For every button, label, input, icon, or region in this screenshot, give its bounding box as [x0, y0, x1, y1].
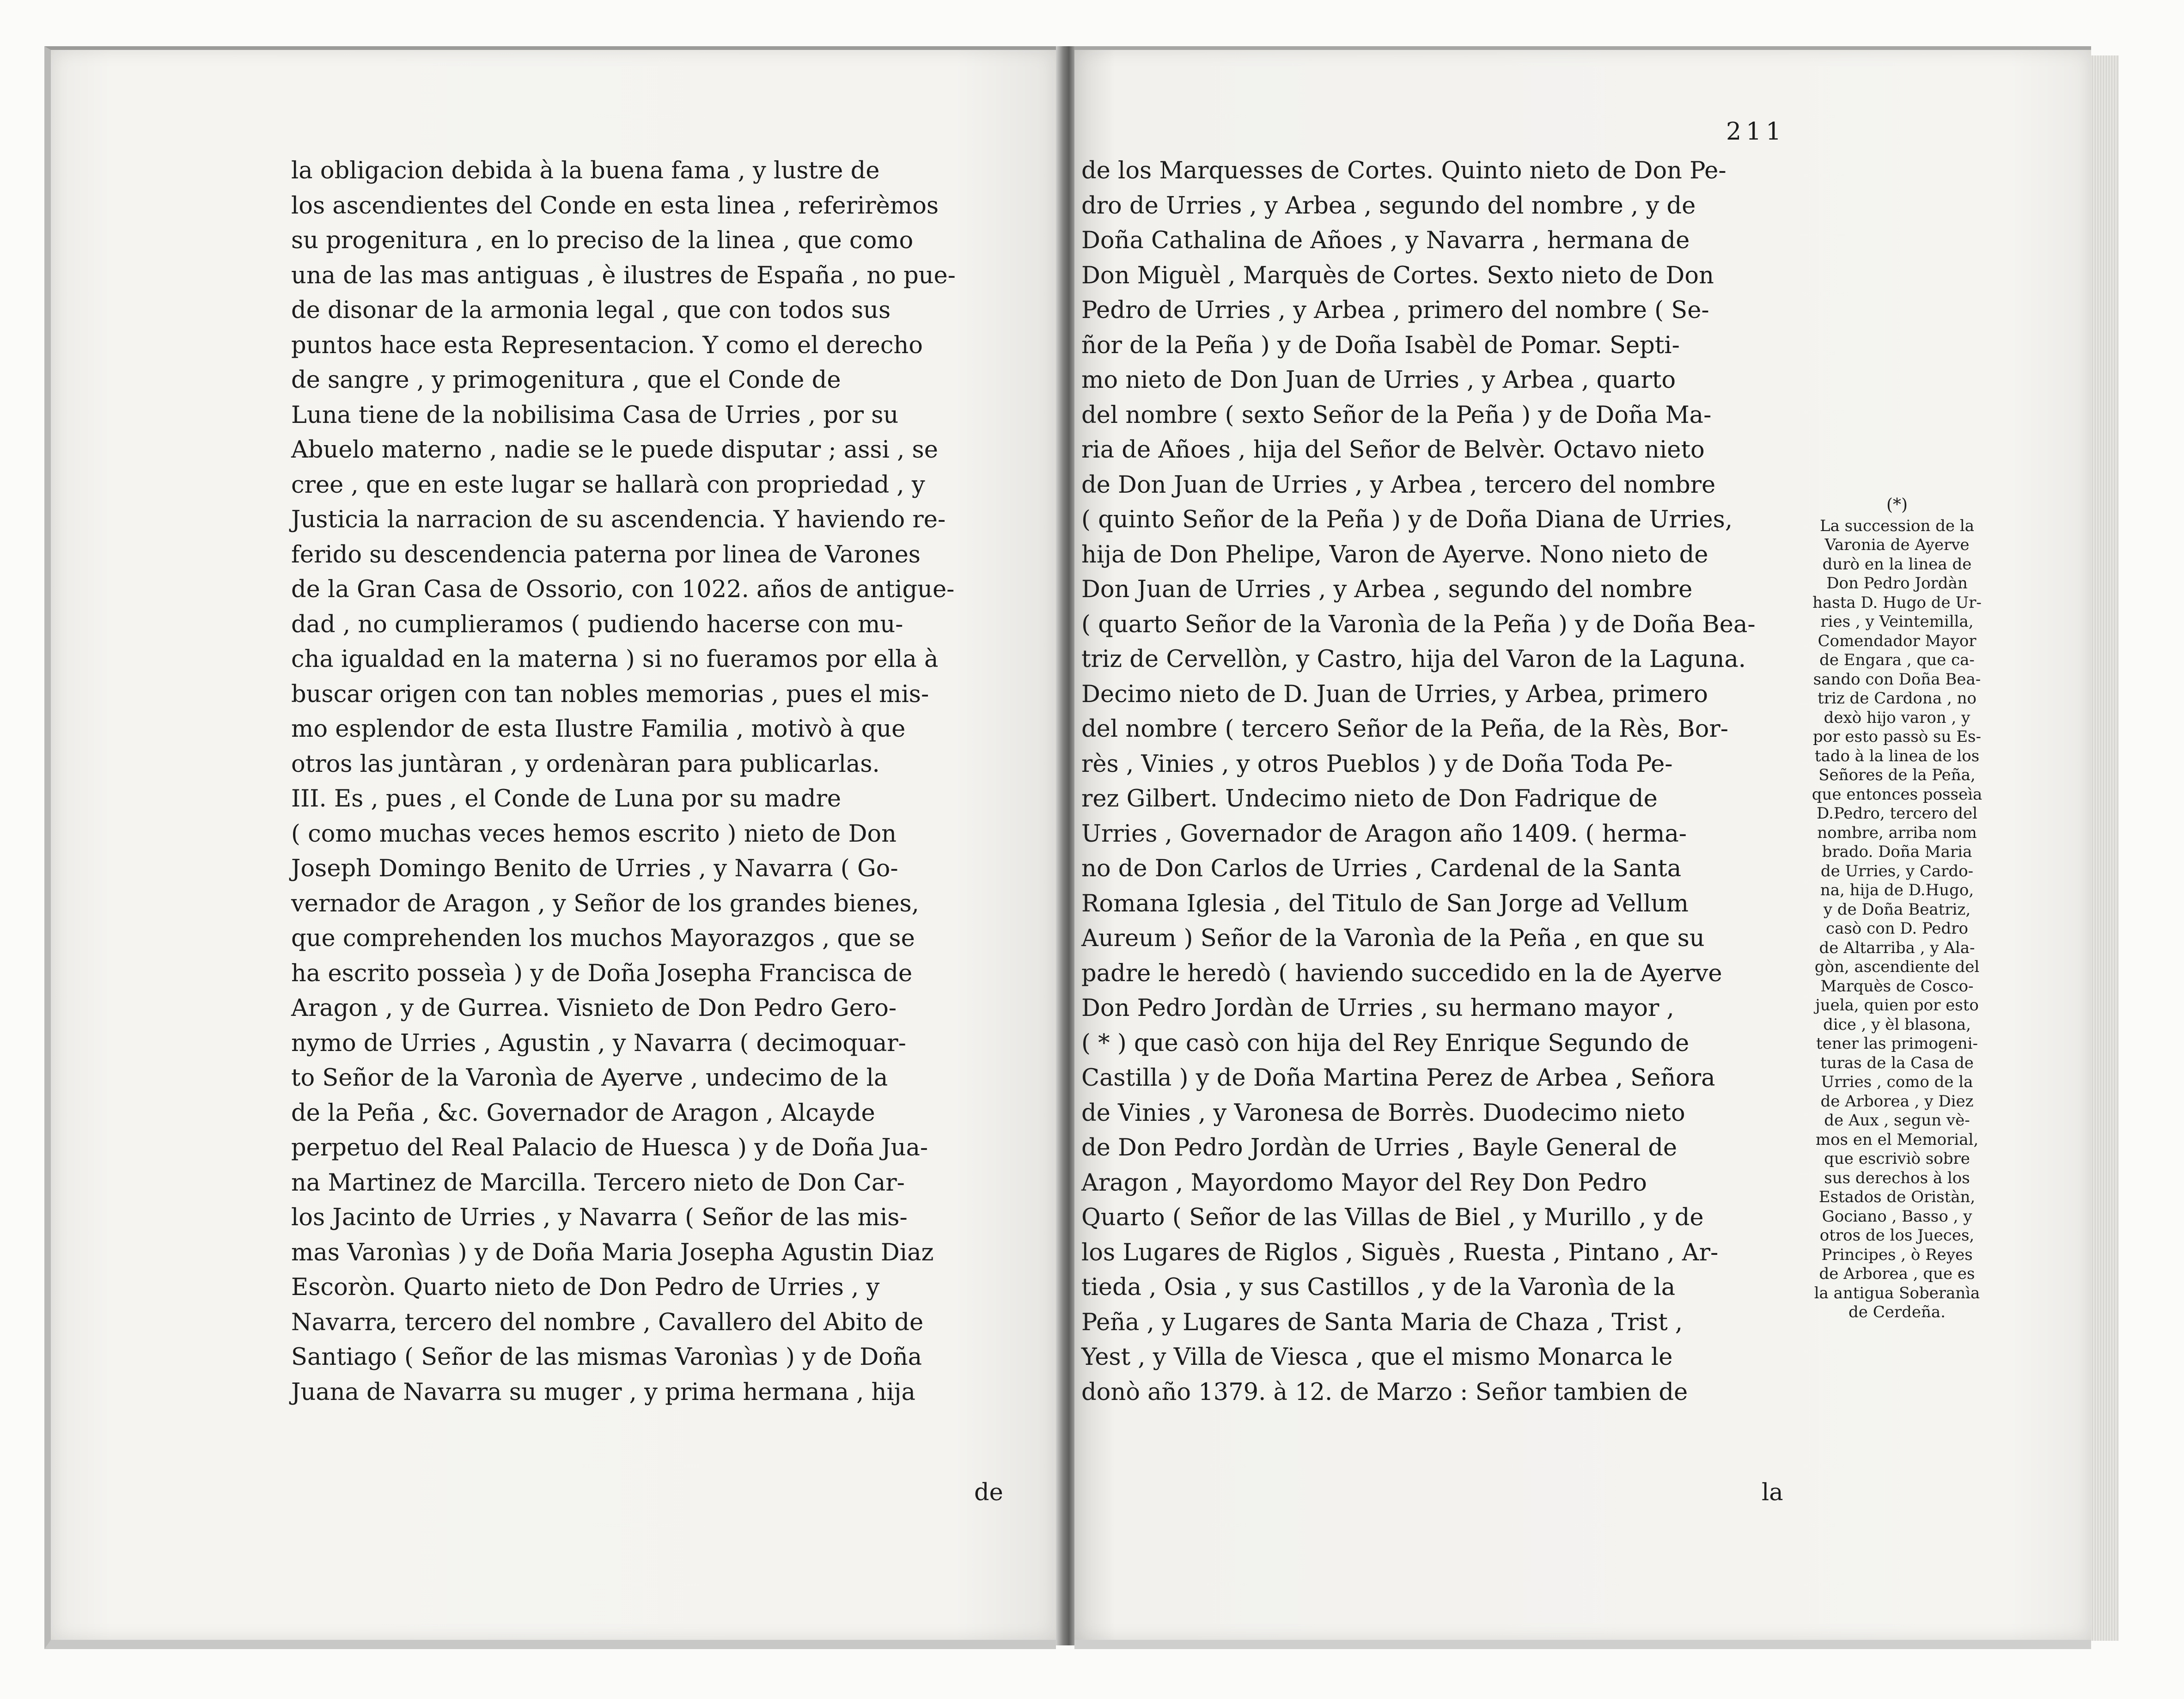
- right-page-text-line: Aragon , Mayordomo Mayor del Rey Don Pedro: [1081, 1169, 1647, 1197]
- left-page-text-line: to Señor de la Varonìa de Ayerve , undecimo de la: [291, 1064, 888, 1092]
- right-page-text-line: tieda , Osia , y sus Castillos , y de la Varonìa de la: [1081, 1274, 1676, 1301]
- right-page-text-line: los Lugares de Riglos , Siguès , Ruesta , Pintano , Ar-: [1081, 1239, 1719, 1266]
- right-page-text-line: de Don Juan de Urries , y Arbea , tercero del nombre: [1081, 471, 1716, 499]
- left-page-text-line: cha igualdad en la materna ) si no fueramos por ella à: [291, 646, 939, 673]
- marginal-note-line: de Arborea , que es: [1819, 1265, 1975, 1283]
- marginal-note-line: de Arborea , y Diez: [1820, 1092, 1974, 1111]
- right-page-text-line: Yest , y Villa de Viesca , que el mismo Monarca le: [1081, 1344, 1673, 1371]
- left-page-text-line: ha escrito posseìa ) y de Doña Josepha Francisca de: [291, 960, 913, 987]
- right-page-text-line: hija de Don Phelipe, Varon de Ayerve. Nono nieto de: [1081, 541, 1708, 568]
- right-page-text-line: ria de Añoes , hija del Señor de Belvèr. Octavo nieto: [1081, 436, 1705, 464]
- left-page-text: [291, 153, 1021, 1410]
- marginal-note-line: de Urries, y Cardo-: [1820, 862, 1974, 880]
- right-page-text-line: del nombre ( tercero Señor de la Peña, de la Rès, Bor-: [1081, 715, 1728, 743]
- right-page-text-line: rez Gilbert. Undecimo nieto de Don Fadrique de: [1081, 785, 1658, 813]
- left-page-text-line: na Martinez de Marcilla. Tercero nieto de Don Car-: [291, 1169, 905, 1197]
- marginal-note-line: hasta D. Hugo de Ur-: [1812, 593, 1982, 612]
- marginal-note-line: turas de la Casa de: [1820, 1053, 1974, 1072]
- marginal-note-line: Varonia de Ayerve: [1824, 536, 1970, 554]
- marginal-note-line: por esto passò su Es-: [1813, 727, 1981, 746]
- marginal-note-line: Don Pedro Jordàn: [1826, 574, 1968, 593]
- left-page-text-line: buscar origen con tan nobles memorias , pues el mis-: [291, 680, 929, 708]
- left-page-text-line: Joseph Domingo Benito de Urries , y Navarra ( Go-: [291, 855, 898, 882]
- right-page-text-line: de Don Pedro Jordàn de Urries , Bayle General de: [1081, 1134, 1678, 1161]
- right-page-text-line: rès , Vinies , y otros Pueblos ) y de Doña Toda Pe-: [1081, 750, 1673, 778]
- right-page-text-line: del nombre ( sexto Señor de la Peña ) y de Doña Ma-: [1081, 401, 1712, 429]
- right-page-text-line: triz de Cervellòn, y Castro, hija del Varon de la Laguna.: [1081, 646, 1746, 673]
- marginal-note-line: dexò hijo varon , y: [1824, 708, 1970, 727]
- marginal-note-line: sus derechos à los: [1824, 1168, 1970, 1187]
- left-page-text-line: los ascendientes del Conde en esta linea , referirèmos: [291, 192, 939, 220]
- marginal-note-line: tado à la linea de los: [1814, 746, 1980, 765]
- left-page-text-line: mo esplendor de esta Ilustre Familia , motivò à que: [291, 715, 906, 743]
- right-page-text-line: Quarto ( Señor de las Villas de Biel , y Murillo , y de: [1081, 1204, 1704, 1231]
- marginal-note-line: nombre, arriba nom: [1817, 823, 1977, 842]
- left-page-text-line: III. Es , pues , el Conde de Luna por su madre: [291, 785, 842, 813]
- left-page-catchword: de: [974, 1479, 1003, 1506]
- marginal-note-line: la antigua Soberanìa: [1814, 1283, 1980, 1302]
- book-gutter: [1056, 46, 1074, 1645]
- marginal-note-line: ries , y Veintemilla,: [1820, 612, 1974, 631]
- left-page-text-line: otros las juntàran , y ordenàran para publicarlas.: [291, 750, 880, 778]
- marginal-note-line: casò con D. Pedro: [1826, 919, 1968, 938]
- right-page-text-line: Don Miguèl , Marquès de Cortes. Sexto nieto de Don: [1081, 262, 1714, 289]
- marginal-note-line: dice , y èl blasona,: [1823, 1015, 1971, 1034]
- marginal-note-line: brado. Doña Maria: [1822, 843, 1972, 861]
- left-page-text-line: Aragon , y de Gurrea. Visnieto de Don Pedro Gero-: [291, 995, 897, 1022]
- left-page-text-line: que comprehenden los muchos Mayorazgos , que se: [291, 925, 915, 952]
- right-page-text-line: Don Pedro Jordàn de Urries , su hermano mayor ,: [1081, 995, 1674, 1022]
- right-page-text-line: Aureum ) Señor de la Varonìa de la Peña , en que su: [1081, 925, 1705, 952]
- right-page-text-line: donò año 1379. à 12. de Marzo : Señor tambien de: [1081, 1378, 1688, 1406]
- right-page-text-line: Romana Iglesia , del Titulo de San Jorge ad Vellum: [1081, 890, 1689, 917]
- marginal-note-line: de Altarriba , y Ala-: [1819, 938, 1975, 957]
- left-page-text-line: Escoròn. Quarto nieto de Don Pedro de Urries , y: [291, 1274, 880, 1301]
- marginal-note-line: Gociano , Basso , y: [1822, 1207, 1972, 1226]
- right-page-text-line: ( quinto Señor de la Peña ) y de Doña Diana de Urries,: [1081, 506, 1733, 533]
- right-page-text-line: Castilla ) y de Doña Martina Perez de Arbea , Señora: [1081, 1064, 1715, 1092]
- left-page-text-line: ferido su descendencia paterna por linea de Varones: [291, 541, 921, 568]
- marginal-note-line: y de Doña Beatriz,: [1823, 900, 1971, 919]
- marginal-note-line: triz de Cardona , no: [1818, 689, 1977, 708]
- left-page-text-line: puntos hace esta Representacion. Y como el derecho: [291, 331, 923, 359]
- left-page-text-line: su progenitura , en lo preciso de la linea , que como: [291, 227, 914, 254]
- marginal-note-line: durò en la linea de: [1822, 555, 1972, 574]
- left-page-text-line: Santiago ( Señor de las mismas Varonìas ) y de Doña: [291, 1344, 922, 1371]
- left-page-text-line: Justicia la narracion de su ascendencia. Y haviendo re-: [291, 506, 946, 533]
- marginal-note-line: de Engara , que ca-: [1819, 651, 1975, 669]
- marginal-note-line: otros de los Jueces,: [1819, 1226, 1975, 1245]
- left-page-text-line: nymo de Urries , Agustin , y Navarra ( decimoquar-: [291, 1029, 906, 1057]
- right-page-text-line: Urries , Governador de Aragon año 1409. ( herma-: [1081, 820, 1687, 848]
- marginal-note-line: D.Pedro, tercero del: [1817, 804, 1977, 823]
- right-page-text-line: Peña , y Lugares de Santa Maria de Chaza , Trist ,: [1081, 1308, 1683, 1336]
- left-page-text-line: de la Peña , &c. Governador de Aragon , Alcayde: [291, 1099, 875, 1127]
- left-page-text-line: Luna tiene de la nobilisima Casa de Urries , por su: [291, 401, 899, 429]
- marginal-note-line: Marquès de Cosco-: [1820, 977, 1974, 996]
- left-page-text-line: una de las mas antiguas , è ilustres de España , no pue-: [291, 262, 956, 289]
- right-page-catchword: la: [1762, 1479, 1783, 1506]
- right-page-text-line: de los Marquesses de Cortes. Quinto nieto de Don Pe-: [1081, 157, 1726, 184]
- left-page-text-line: de sangre , y primogenitura , que el Conde de: [291, 367, 841, 394]
- left-page-text-line: Navarra, tercero del nombre , Cavallero del Abito de: [291, 1308, 924, 1336]
- note-mark: (*): [1886, 495, 1908, 514]
- marginal-note-line: La succession de la: [1820, 516, 1974, 535]
- marginal-note-line: gòn, ascendiente del: [1814, 958, 1980, 976]
- right-page-text-line: dro de Urries , y Arbea , segundo del nombre , y de: [1081, 192, 1696, 220]
- left-page-text-line: ( como muchas veces hemos escrito ) nieto de Don: [291, 820, 897, 848]
- right-page-text-line: Decimo nieto de D. Juan de Urries, y Arbea, primero: [1081, 680, 1708, 708]
- right-page-text-line: Pedro de Urries , y Arbea , primero del nombre ( Se-: [1081, 297, 1709, 324]
- marginal-note-line: Estados de Oristàn,: [1818, 1188, 1976, 1206]
- marginal-note-line: que escriviò sobre: [1824, 1149, 1970, 1168]
- right-page-text-line: ( * ) que casò con hija del Rey Enrique Segundo de: [1081, 1029, 1690, 1057]
- right-page-text-line: ( quarto Señor de la Varonìa de la Peña ) y de Doña Bea-: [1081, 611, 1756, 638]
- right-page-text-line: mo nieto de Don Juan de Urries , y Arbea , quarto: [1081, 367, 1676, 394]
- left-page-text-line: vernador de Aragon , y Señor de los grandes bienes,: [291, 890, 919, 917]
- right-page-text-line: ñor de la Peña ) y de Doña Isabèl de Pomar. Septi-: [1081, 331, 1680, 359]
- marginal-note-line: Principes , ò Reyes: [1821, 1245, 1973, 1264]
- left-page-text-line: los Jacinto de Urries , y Navarra ( Señor de las mis-: [291, 1204, 908, 1231]
- left-page-text-line: de disonar de la armonia legal , que con todos sus: [291, 297, 891, 324]
- marginal-note-line: juela, quien por esto: [1815, 996, 1979, 1015]
- marginal-note-line: Urries , como de la: [1821, 1073, 1973, 1091]
- left-page-text-line: de la Gran Casa de Ossorio, con 1022. años de antigue-: [291, 576, 955, 603]
- left-page-text-line: Abuelo materno , nadie se le puede disputar ; assi , se: [291, 436, 938, 464]
- marginal-note-line: Señores de la Peña,: [1818, 766, 1976, 784]
- marginal-note-line: sando con Doña Bea-: [1813, 670, 1981, 689]
- marginal-note-line: mos en el Memorial,: [1815, 1130, 1979, 1149]
- left-page-text-line: perpetuo del Real Palacio de Huesca ) y de Doña Jua-: [291, 1134, 928, 1161]
- right-page-text-line: Doña Cathalina de Añoes , y Navarra , hermana de: [1081, 227, 1690, 254]
- page-edges: [2091, 55, 2119, 1641]
- marginal-note-line: de Aux , segun vè-: [1824, 1111, 1970, 1130]
- marginal-note: [1800, 495, 1994, 1322]
- marginal-note-line: Comendador Mayor: [1818, 631, 1977, 650]
- right-page-text-line: de Vinies , y Varonesa de Borrès. Duodecimo nieto: [1081, 1099, 1685, 1127]
- marginal-note-line: de Cerdeña.: [1848, 1303, 1946, 1321]
- left-page-text-line: mas Varonìas ) y de Doña Maria Josepha Agustin Diaz: [291, 1239, 934, 1266]
- left-page-text-line: dad , no cumplieramos ( pudiendo hacerse con mu-: [291, 611, 903, 638]
- right-page-text-line: no de Don Carlos de Urries , Cardenal de la Santa: [1081, 855, 1682, 882]
- right-page-text-line: Don Juan de Urries , y Arbea , segundo del nombre: [1081, 576, 1693, 603]
- right-page-text-line: padre le heredò ( haviendo succedido en la de Ayerve: [1081, 960, 1722, 987]
- right-page-text: [1081, 153, 1802, 1410]
- left-page-text-line: Juana de Navarra su muger , y prima hermana , hija: [291, 1378, 915, 1406]
- page-number: 211: [1726, 118, 1786, 146]
- left-page-text-line: la obligacion debida à la buena fama , y lustre de: [291, 157, 880, 184]
- marginal-note-line: que entonces posseìa: [1812, 785, 1983, 804]
- left-page-text-line: cree , que en este lugar se hallarà con propriedad , y: [291, 471, 925, 499]
- marginal-note-line: tener las primogeni-: [1816, 1034, 1978, 1053]
- marginal-note-line: na, hija de D.Hugo,: [1820, 881, 1974, 899]
